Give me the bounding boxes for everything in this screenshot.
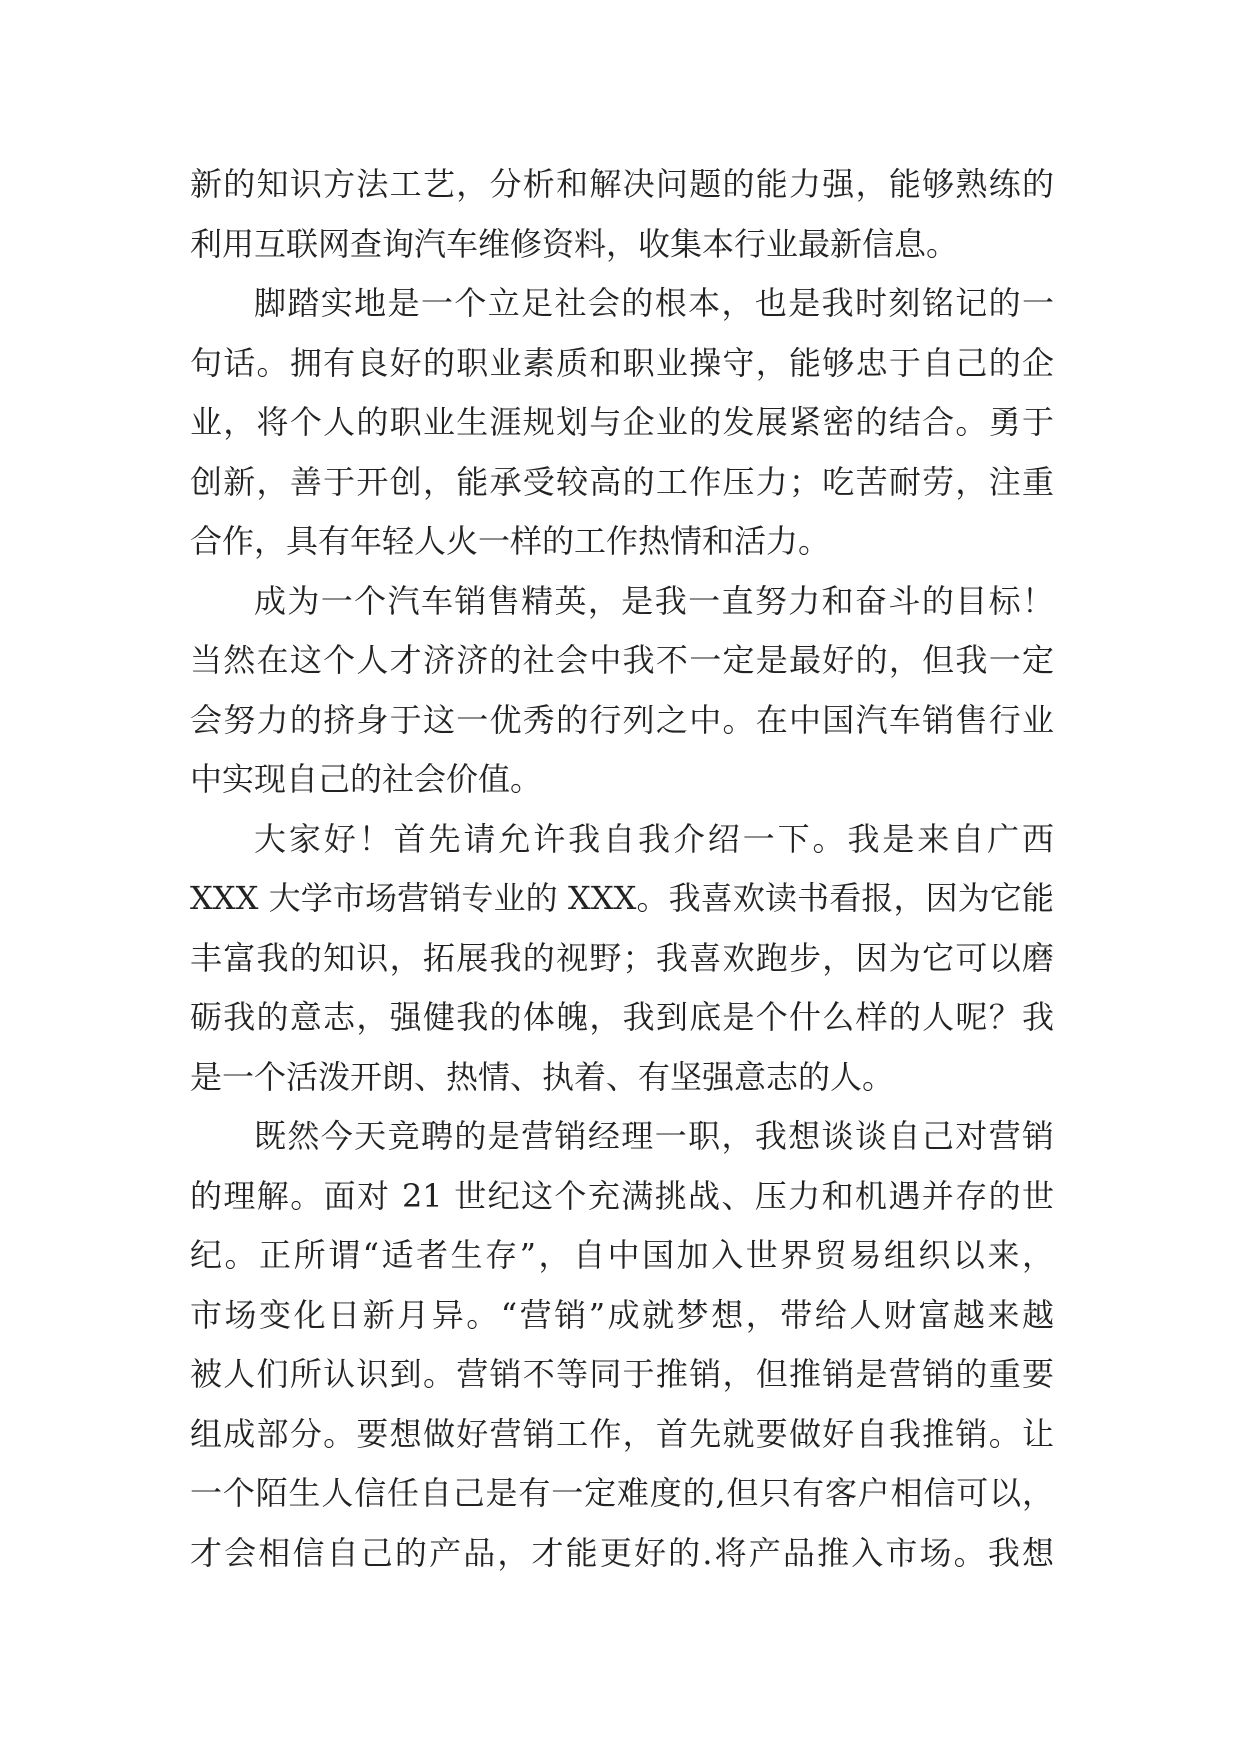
text-line: 才会相信自己的产品，才能更好的.将产品推入市场。我想	[190, 1533, 1054, 1572]
text-line: 组成部分。要想做好营销工作，首先就要做好自我推销。让	[190, 1414, 1054, 1453]
text-line: 纪。正所谓“适者生存”，自中国加入世界贸易组织以来，	[190, 1236, 1054, 1274]
text-line: 的理解。面对 21 世纪这个充满挑战、压力和机遇并存的世	[190, 1176, 1054, 1215]
text-line: 中实现自己的社会价值。	[190, 760, 543, 798]
text-line: 是一个活泼开朗、热情、执着、有坚强意志的人。	[190, 1057, 895, 1096]
text-line: XXX 大学市场营销专业的 XXX。我喜欢读书看报，因为它能	[190, 879, 1054, 917]
paragraph-first-line: 成为一个汽车销售精英，是我一直努力和奋斗的目标！	[254, 581, 1054, 620]
text-line: 丰富我的知识，拓展我的视野；我喜欢跑步，因为它可以磨	[190, 938, 1054, 977]
text-line: 砺我的意志，强健我的体魄，我到底是个什么样的人呢？我	[190, 998, 1054, 1036]
paragraph-first-line: 脚踏实地是一个立足社会的根本，也是我时刻铭记的一	[254, 284, 1054, 322]
text-line: 创新，善于开创，能承受较高的工作压力；吃苦耐劳，注重	[190, 462, 1054, 501]
text-line: 业，将个人的职业生涯规划与企业的发展紧密的结合。勇于	[190, 403, 1054, 441]
text-line: 市场变化日新月异。“营销”成就梦想，带给人财富越来越	[190, 1295, 1054, 1334]
paragraph-first-line: 既然今天竞聘的是营销经理一职，我想谈谈自己对营销	[254, 1117, 1054, 1155]
paragraph-first-line: 大家好！首先请允许我自我介绍一下。我是来自广西	[254, 819, 1054, 858]
text-line: 句话。拥有良好的职业素质和职业操守，能够忠于自己的企	[190, 343, 1054, 382]
text-line: 会努力的挤身于这一优秀的行列之中。在中国汽车销售行业	[190, 700, 1054, 739]
text-line: 一个陌生人信任自己是有一定难度的,但只有客户相信可以，	[190, 1474, 1054, 1512]
document-body-text	[190, 155, 1054, 1583]
text-line: 当然在这个人才济济的社会中我不一定是最好的，但我一定	[190, 641, 1054, 679]
text-line: 合作，具有年轻人火一样的工作热情和活力。	[190, 522, 831, 560]
text-line: 被人们所认识到。营销不等同于推销，但推销是营销的重要	[190, 1355, 1054, 1393]
text-line: 新的知识方法工艺，分析和解决问题的能力强，能够熟练的	[190, 165, 1054, 203]
text-line: 利用互联网查询汽车维修资料，收集本行业最新信息。	[190, 224, 959, 263]
